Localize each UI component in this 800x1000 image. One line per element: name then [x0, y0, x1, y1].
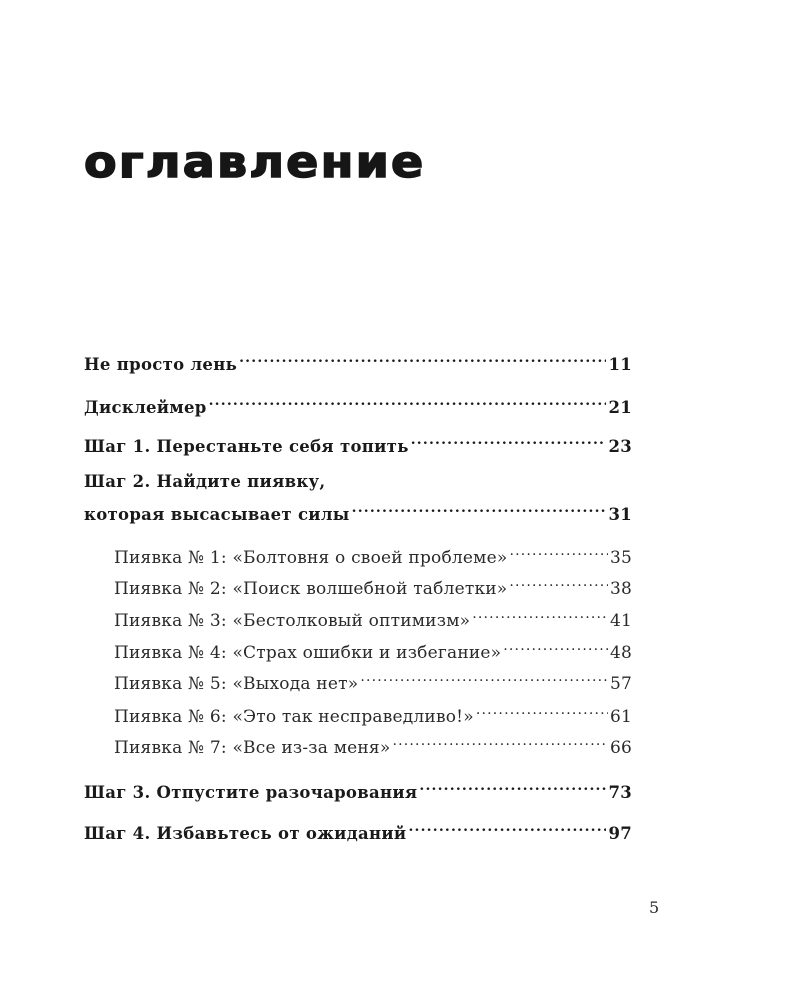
toc-subentry[interactable]	[114, 602, 632, 633]
dot-leader	[503, 634, 608, 658]
toc-entry-page: 73	[608, 783, 632, 802]
toc-entry[interactable]	[84, 774, 632, 805]
dot-leader	[509, 570, 608, 594]
toc-subentry-label: Пиявка № 4: «Страх ошибки и избегание»	[114, 643, 502, 663]
toc-entry-page: 23	[608, 437, 632, 456]
dot-leader	[509, 539, 608, 563]
toc-subentry[interactable]	[114, 729, 632, 760]
toc-entry-label: Шаг 3. Отпустите разочарования	[84, 783, 418, 802]
toc-subentry-label: Пиявка № 6: «Это так несправедливо!»	[114, 707, 474, 727]
dot-leader	[239, 346, 606, 370]
page-title: оглавление	[84, 137, 426, 188]
toc-subentry-label: Пиявка № 3: «Бестолковый оптимизм»	[114, 611, 471, 631]
toc-entry-label: которая высасывает силы	[84, 505, 350, 524]
dot-leader	[392, 729, 608, 753]
dot-leader	[419, 774, 606, 798]
toc-subentry[interactable]	[114, 539, 632, 570]
toc-subentry-page: 48	[609, 643, 632, 663]
toc-subentry-label: Пиявка № 7: «Все из-за меня»	[114, 738, 391, 758]
toc-subentry-page: 57	[609, 674, 632, 694]
toc-entry-page: 97	[608, 824, 632, 843]
toc-entry-label: Шаг 4. Избавьтесь от ожиданий	[84, 824, 407, 843]
toc-subentry[interactable]	[114, 698, 632, 729]
toc-entry[interactable]	[84, 496, 632, 527]
toc-subentry[interactable]	[114, 570, 632, 601]
toc-subentry-label: Пиявка № 5: «Выхода нет»	[114, 674, 359, 694]
toc-entry-label: Дисклеймер	[84, 398, 207, 417]
toc-subentry-page: 66	[609, 738, 632, 758]
dot-leader	[411, 428, 607, 452]
toc-subentry-page: 41	[609, 611, 632, 631]
toc-entry-page: 11	[608, 355, 632, 374]
toc-entry-label: Не просто лень	[84, 355, 238, 374]
toc-subentry-page: 38	[609, 579, 632, 599]
dot-leader	[360, 665, 608, 689]
toc-entry-label-line1[interactable]: Шаг 2. Найдите пиявку,	[84, 472, 326, 491]
toc-subentry[interactable]	[114, 634, 632, 665]
dot-leader	[472, 602, 608, 626]
page-number: 5	[649, 898, 660, 917]
toc-entry[interactable]	[84, 815, 632, 846]
dot-leader	[352, 496, 607, 520]
toc-entry[interactable]	[84, 428, 632, 459]
dot-leader	[408, 815, 606, 839]
toc-entry[interactable]	[84, 346, 632, 377]
toc-entry-page: 21	[608, 398, 632, 417]
toc-subentry-page: 35	[609, 548, 632, 568]
dot-leader	[476, 698, 608, 722]
toc-entry-label: Шаг 1. Перестаньте себя топить	[84, 437, 409, 456]
dot-leader	[209, 389, 607, 413]
toc-entry[interactable]	[84, 389, 632, 420]
toc-subentry[interactable]	[114, 665, 632, 696]
toc-entry-page: 31	[608, 505, 632, 524]
toc-subentry-label: Пиявка № 2: «Поиск волшебной таблетки»	[114, 579, 508, 599]
toc-subentry-page: 61	[609, 707, 632, 727]
toc-subentry-label: Пиявка № 1: «Болтовня о своей проблеме»	[114, 548, 508, 568]
